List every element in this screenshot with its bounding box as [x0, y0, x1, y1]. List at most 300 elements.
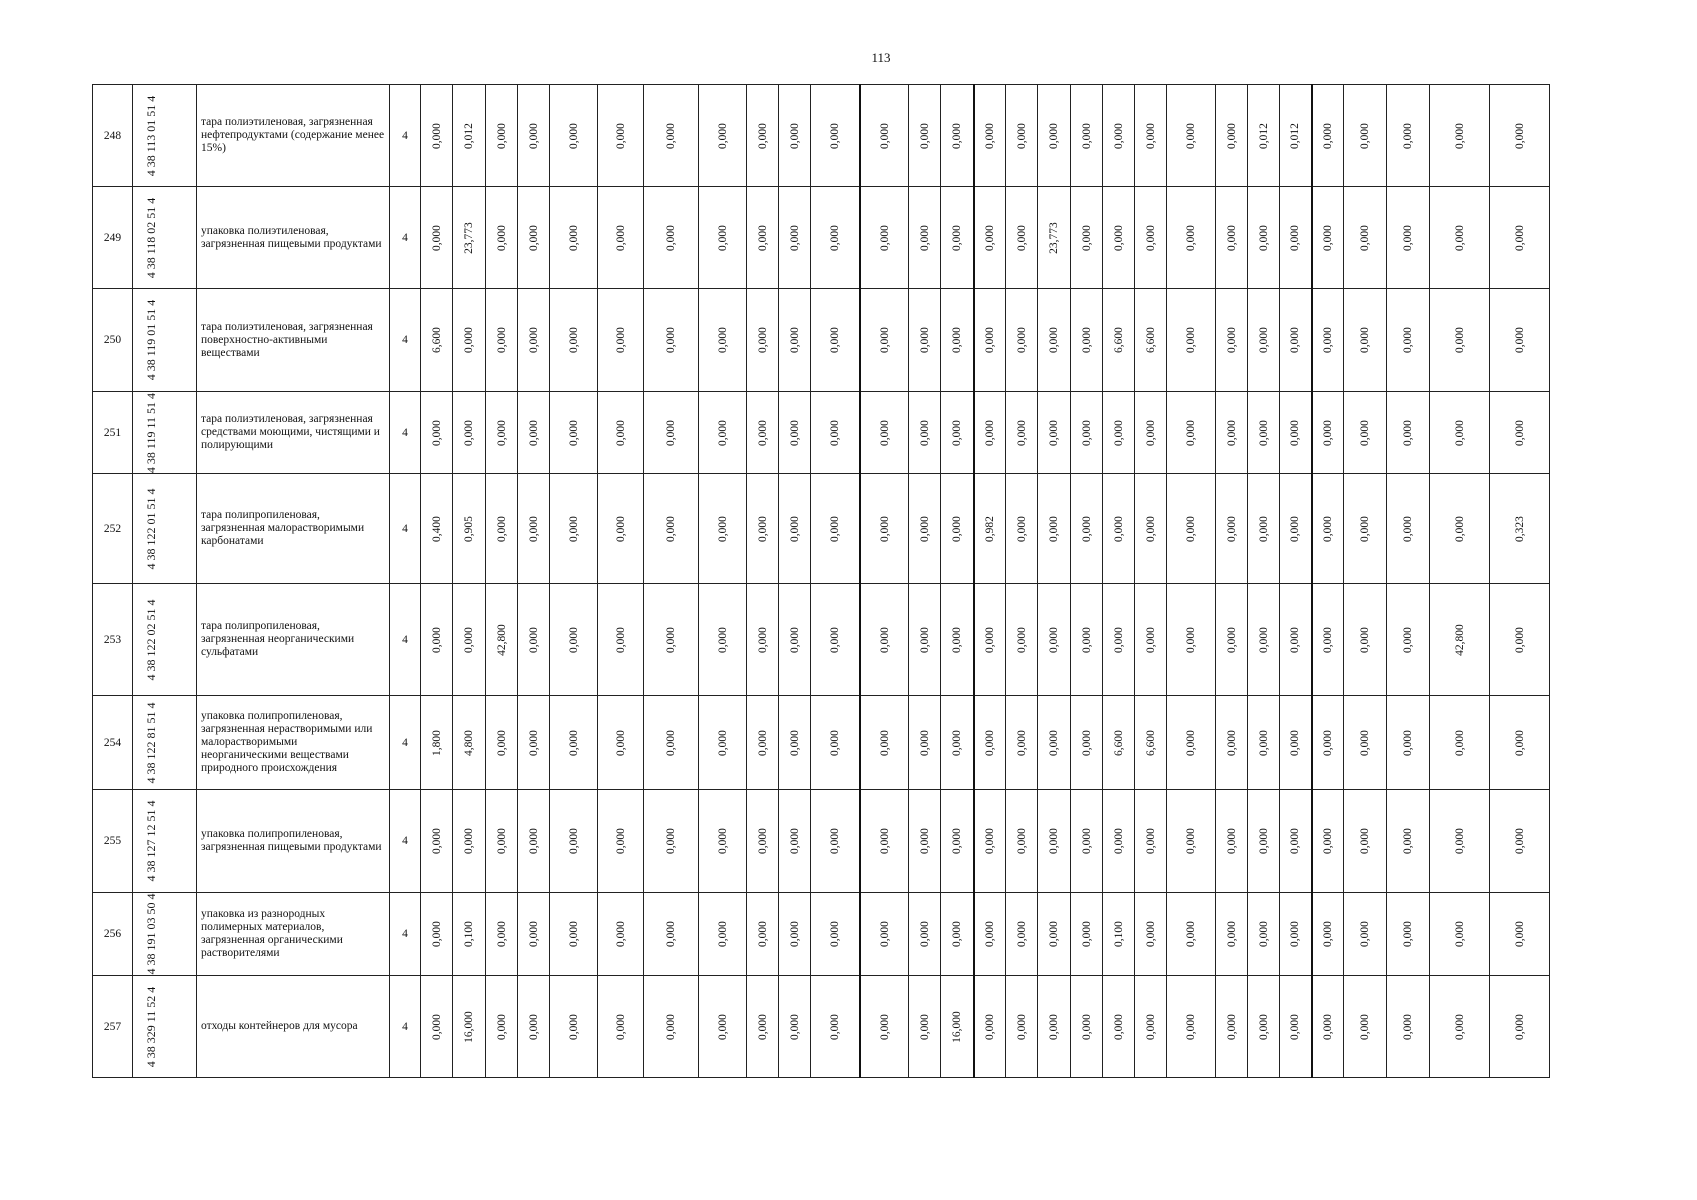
value-cell: [518, 976, 550, 1078]
value-text: 0,000: [430, 921, 443, 947]
value-cell: [699, 474, 747, 584]
value-text: 0,000: [665, 729, 678, 756]
value-text: 0,000: [829, 224, 841, 251]
value-cell: [1387, 85, 1430, 187]
table-row: [93, 696, 1582, 790]
value-cell: [860, 584, 909, 696]
value-cell: [550, 392, 598, 474]
value-text: 0,000: [829, 122, 841, 149]
value-text: 0,000: [527, 626, 540, 653]
value-cell: [1387, 893, 1430, 976]
value-cell: [1071, 790, 1103, 893]
value-cell: [860, 976, 909, 1078]
waste-name: тара полиэтиленовая, загрязненная нефтепродуктами (содержание менее 15%): [197, 85, 390, 187]
value-cell: [1430, 893, 1490, 976]
value-text: 0,000: [918, 1013, 931, 1040]
value-cell: [1216, 289, 1248, 392]
value-text: 0,000: [756, 224, 769, 251]
value-text: 0,000: [462, 828, 475, 854]
value-text: 0,000: [1144, 828, 1157, 854]
value-text: 0,000: [1015, 626, 1028, 653]
value-text: 0,000: [951, 224, 964, 251]
value-cell: [518, 85, 550, 187]
value-cell: [1167, 696, 1216, 790]
value-text: 0,000: [716, 122, 729, 149]
value-cell: [699, 392, 747, 474]
value-cell: [779, 893, 811, 976]
value-text: 0,000: [1513, 224, 1526, 251]
value-text: 0,000: [984, 921, 997, 947]
value-cell: [598, 976, 644, 1078]
waste-name: тара полипропиленовая, загрязненная неорганическими сульфатами: [197, 584, 390, 696]
value-text: 0,000: [829, 327, 841, 353]
value-text: 0,000: [1453, 828, 1466, 854]
value-cell: [1344, 85, 1387, 187]
value-text: 0,000: [1144, 626, 1157, 653]
value-text: 0,000: [951, 515, 964, 542]
value-cell: [1135, 289, 1167, 392]
value-cell: [1430, 976, 1490, 1078]
value-cell: [1248, 392, 1280, 474]
value-text: 0,000: [788, 729, 801, 756]
value-text: 0,000: [1453, 1013, 1466, 1040]
value-cell: [779, 392, 811, 474]
value-text: 0,000: [1402, 828, 1414, 854]
value-text: 0,000: [951, 921, 964, 947]
value-text: 23,773: [1048, 221, 1061, 254]
value-text: 0,000: [567, 224, 580, 251]
value-cell: [747, 976, 779, 1078]
value-cell: [598, 790, 644, 893]
value-cell: [699, 696, 747, 790]
value-cell: [644, 584, 699, 696]
value-cell: [1038, 187, 1071, 289]
value-text: 0,000: [430, 419, 443, 446]
value-cell: [860, 289, 909, 392]
value-cell: [1387, 187, 1430, 289]
value-text: 0,000: [1257, 729, 1270, 756]
value-text: 0,000: [918, 419, 931, 446]
value-cell: [1135, 187, 1167, 289]
value-cell: [699, 187, 747, 289]
value-text: 0,000: [1289, 327, 1302, 353]
value-cell: [747, 85, 779, 187]
value-text: 0,000: [1080, 327, 1093, 353]
value-cell: [860, 893, 909, 976]
value-text: 0,000: [614, 224, 627, 251]
value-text: 0,000: [788, 224, 801, 251]
value-text: 0,000: [878, 921, 891, 947]
value-cell: [1248, 289, 1280, 392]
value-cell: [1312, 790, 1344, 893]
value-text: 0,000: [1015, 921, 1028, 947]
value-text: 0,000: [984, 828, 997, 854]
value-cell: [811, 289, 860, 392]
waste-code: 4 38 122 81 51 4: [144, 702, 158, 783]
value-text: 0,000: [788, 419, 801, 446]
value-text: 0,000: [878, 419, 891, 446]
value-text: 0,000: [1453, 419, 1466, 446]
value-cell: [909, 474, 941, 584]
value-text: 0,000: [1048, 1013, 1061, 1040]
value-text: 0,000: [1453, 122, 1466, 149]
value-text: 0,012: [1257, 122, 1270, 149]
waste-code-cell: [133, 893, 197, 976]
value-text: 0,000: [1144, 921, 1157, 947]
value-cell: [1071, 976, 1103, 1078]
value-cell: [779, 584, 811, 696]
value-text: 0,000: [1185, 729, 1197, 756]
value-cell: [1135, 474, 1167, 584]
value-text: 0,000: [1289, 828, 1302, 854]
value-text: 6,600: [1112, 729, 1125, 756]
value-cell: [644, 187, 699, 289]
value-text: 0,000: [527, 729, 540, 756]
hazard-class: 4: [390, 187, 421, 289]
value-cell: [485, 289, 518, 392]
value-text: 0,000: [1257, 626, 1270, 653]
value-text: 0,000: [788, 122, 801, 149]
value-text: 0,000: [1257, 419, 1270, 446]
value-cell: [860, 392, 909, 474]
value-text: 0,000: [1402, 419, 1414, 446]
value-text: 0,000: [1257, 921, 1270, 947]
value-cell: [941, 790, 974, 893]
value-cell: [598, 474, 644, 584]
value-text: 0,000: [918, 729, 931, 756]
value-text: 0,000: [1289, 626, 1302, 653]
value-cell: [779, 790, 811, 893]
value-cell: [1103, 392, 1135, 474]
value-cell: [1071, 474, 1103, 584]
table-row: [93, 790, 1582, 893]
value-cell: [1344, 289, 1387, 392]
value-text: 0,000: [716, 327, 729, 353]
value-text: 0,000: [1185, 626, 1197, 653]
value-text: 0,000: [665, 419, 678, 446]
value-cell: [1387, 392, 1430, 474]
waste-code: 4 38 118 02 51 4: [144, 197, 158, 278]
value-cell: [644, 696, 699, 790]
table-row: [93, 85, 1582, 187]
value-cell: [909, 893, 941, 976]
value-text: 0,000: [665, 1013, 678, 1040]
value-cell: [1216, 584, 1248, 696]
value-text: 0,000: [1321, 224, 1334, 251]
waste-code-cell: [133, 392, 197, 474]
value-text: 0,000: [1185, 327, 1197, 353]
value-text: 42,800: [1453, 623, 1466, 656]
value-text: 0,000: [1015, 327, 1028, 353]
value-cell: [1103, 85, 1135, 187]
value-cell: [909, 187, 941, 289]
value-cell: [1038, 790, 1071, 893]
value-cell: [747, 392, 779, 474]
value-text: 0,000: [829, 729, 841, 756]
value-cell: [811, 85, 860, 187]
value-cell: [1135, 392, 1167, 474]
value-cell: [699, 976, 747, 1078]
value-text: 0,000: [665, 921, 678, 947]
value-text: 0,000: [495, 515, 508, 542]
value-text: 0,000: [1225, 419, 1238, 446]
value-cell: [598, 584, 644, 696]
value-cell: [1490, 474, 1550, 584]
value-cell: [1103, 976, 1135, 1078]
value-text: 0,000: [1048, 828, 1061, 854]
value-cell: [1167, 289, 1216, 392]
table-row: [93, 976, 1582, 1078]
value-text: 0,000: [1257, 1013, 1270, 1040]
row-number: 249: [93, 187, 133, 289]
value-text: 0,000: [1185, 224, 1197, 251]
value-cell: [598, 85, 644, 187]
value-cell: [1344, 893, 1387, 976]
value-cell: [518, 584, 550, 696]
value-text: 0,000: [567, 1013, 580, 1040]
value-cell: [779, 187, 811, 289]
value-text: 0,000: [918, 327, 931, 353]
value-cell: [1006, 392, 1038, 474]
value-cell: [909, 392, 941, 474]
value-cell: [598, 696, 644, 790]
value-cell: [1387, 790, 1430, 893]
value-cell: [1216, 790, 1248, 893]
value-cell: [909, 790, 941, 893]
value-cell: [699, 85, 747, 187]
value-text: 0,000: [430, 122, 443, 149]
value-text: 0,000: [614, 828, 627, 854]
value-cell: [974, 584, 1006, 696]
value-text: 0,000: [1048, 729, 1061, 756]
value-cell: [550, 976, 598, 1078]
value-text: 0,000: [567, 419, 580, 446]
value-text: 0,000: [984, 729, 997, 756]
value-cell: [1430, 289, 1490, 392]
value-text: 0,000: [918, 626, 931, 653]
row-number: 253: [93, 584, 133, 696]
value-cell: [860, 474, 909, 584]
value-cell: [974, 85, 1006, 187]
value-text: 0,000: [951, 327, 964, 353]
waste-code-cell: [133, 85, 197, 187]
value-text: 0,000: [1015, 419, 1028, 446]
value-cell: [1103, 584, 1135, 696]
value-cell: [1430, 474, 1490, 584]
value-text: 0,000: [1359, 626, 1371, 653]
value-text: 0,000: [1513, 122, 1526, 149]
value-text: 0,000: [1048, 122, 1061, 149]
value-cell: [941, 289, 974, 392]
value-cell: [485, 392, 518, 474]
value-text: 0,000: [567, 327, 580, 353]
value-text: 0,000: [1289, 515, 1302, 542]
hazard-class: 4: [390, 976, 421, 1078]
value-text: 0,000: [756, 828, 769, 854]
waste-code: 4 38 113 01 51 4: [144, 95, 158, 176]
value-cell: [1312, 976, 1344, 1078]
value-text: 0,000: [1359, 515, 1371, 542]
value-cell: [1248, 893, 1280, 976]
value-text: 0,000: [1402, 1013, 1414, 1040]
value-cell: [644, 474, 699, 584]
value-cell: [1490, 289, 1550, 392]
value-text: 0,000: [665, 626, 678, 653]
value-cell: [453, 790, 486, 893]
value-text: 0,000: [495, 921, 508, 947]
value-cell: [1248, 584, 1280, 696]
value-text: 0,000: [1225, 515, 1238, 542]
value-cell: [1344, 976, 1387, 1078]
value-cell: [941, 187, 974, 289]
value-text: 0,000: [1513, 729, 1526, 756]
value-text: 0,000: [918, 921, 931, 947]
waste-name: отходы контейнеров для мусора: [197, 976, 390, 1078]
value-cell: [1135, 85, 1167, 187]
value-cell: [941, 584, 974, 696]
value-cell: [941, 976, 974, 1078]
value-cell: [1387, 976, 1430, 1078]
value-cell: [1071, 289, 1103, 392]
value-text: 0,000: [1321, 729, 1334, 756]
value-text: 0,000: [1402, 327, 1414, 353]
value-text: 0,000: [951, 626, 964, 653]
waste-code: 4 38 119 11 51 4: [144, 392, 158, 473]
value-cell: [550, 790, 598, 893]
value-cell: [1167, 85, 1216, 187]
value-cell: [598, 893, 644, 976]
table-row: [93, 474, 1582, 584]
value-cell: [421, 85, 453, 187]
value-cell: [1103, 790, 1135, 893]
value-cell: [1006, 85, 1038, 187]
value-text: 0,000: [1321, 419, 1334, 446]
value-text: 0,000: [1080, 515, 1093, 542]
waste-code-cell: [133, 187, 197, 289]
row-number: 251: [93, 392, 133, 474]
value-text: 0,000: [918, 224, 931, 251]
waste-name: упаковка из разнородных полимерных материалов, загрязненная органическими растворителями: [197, 893, 390, 976]
value-cell: [1280, 790, 1312, 893]
waste-code: 4 38 329 11 52 4: [144, 986, 158, 1067]
value-cell: [909, 85, 941, 187]
value-cell: [860, 187, 909, 289]
value-cell: [1071, 893, 1103, 976]
value-text: 0,000: [756, 1013, 769, 1040]
value-text: 0,000: [527, 515, 540, 542]
value-text: 0,000: [1359, 921, 1371, 947]
value-text: 0,000: [984, 419, 997, 446]
value-text: 0,000: [1112, 515, 1125, 542]
value-cell: [811, 696, 860, 790]
value-cell: [1103, 289, 1135, 392]
value-cell: [550, 893, 598, 976]
value-text: 0,000: [567, 828, 580, 854]
value-text: 0,000: [1321, 921, 1334, 947]
hazard-class: 4: [390, 474, 421, 584]
value-text: 0,000: [495, 419, 508, 446]
value-text: 0,000: [1321, 828, 1334, 854]
value-text: 0,000: [716, 224, 729, 251]
value-cell: [1167, 392, 1216, 474]
value-text: 0,000: [829, 515, 841, 542]
value-text: 0,000: [495, 327, 508, 353]
value-cell: [1430, 790, 1490, 893]
value-text: 0,000: [1185, 122, 1197, 149]
value-text: 0,000: [1453, 327, 1466, 353]
value-cell: [779, 289, 811, 392]
value-cell: [1312, 893, 1344, 976]
value-cell: [1135, 790, 1167, 893]
value-text: 0,000: [1402, 122, 1414, 149]
value-text: 0,000: [756, 626, 769, 653]
value-text: 6,600: [1144, 327, 1157, 353]
value-text: 0,100: [1112, 921, 1125, 947]
value-cell: [1216, 187, 1248, 289]
value-text: 0,000: [1359, 1013, 1371, 1040]
value-cell: [941, 392, 974, 474]
waste-code: 4 38 127 12 51 4: [144, 800, 158, 882]
value-text: 0,000: [1015, 515, 1028, 542]
value-cell: [1038, 392, 1071, 474]
value-cell: [1280, 976, 1312, 1078]
value-text: 0,000: [1257, 224, 1270, 251]
value-text: 0,000: [918, 515, 931, 542]
value-text: 1,800: [430, 729, 443, 756]
value-text: 0,000: [567, 122, 580, 149]
value-text: 0,000: [951, 122, 964, 149]
value-cell: [974, 392, 1006, 474]
value-cell: [485, 976, 518, 1078]
value-text: 0,100: [462, 921, 475, 947]
value-cell: [1135, 976, 1167, 1078]
value-cell: [550, 696, 598, 790]
value-cell: [1280, 474, 1312, 584]
value-cell: [485, 85, 518, 187]
value-text: 0,000: [1513, 1013, 1526, 1040]
value-cell: [941, 85, 974, 187]
value-text: 0,000: [1144, 419, 1157, 446]
value-text: 0,000: [567, 626, 580, 653]
value-cell: [811, 790, 860, 893]
value-cell: [1167, 893, 1216, 976]
value-cell: [453, 893, 486, 976]
value-cell: [1344, 584, 1387, 696]
value-cell: [1430, 696, 1490, 790]
value-cell: [747, 790, 779, 893]
value-cell: [1344, 187, 1387, 289]
value-cell: [811, 893, 860, 976]
value-cell: [974, 474, 1006, 584]
waste-code-cell: [133, 289, 197, 392]
value-text: 0,012: [462, 122, 475, 149]
value-text: 0,000: [756, 327, 769, 353]
value-text: 0,000: [1289, 921, 1302, 947]
value-text: 0,000: [829, 419, 841, 446]
value-cell: [453, 289, 486, 392]
value-text: 0,000: [1321, 1013, 1334, 1040]
value-cell: [421, 790, 453, 893]
waste-code: 4 38 119 01 51 4: [144, 299, 158, 381]
waste-code-cell: [133, 474, 197, 584]
value-cell: [1006, 584, 1038, 696]
value-text: 0,000: [1015, 122, 1028, 149]
value-text: 0,000: [878, 828, 891, 854]
value-cell: [1430, 392, 1490, 474]
value-text: 0,000: [918, 122, 931, 149]
value-text: 0,000: [951, 419, 964, 446]
value-cell: [421, 584, 453, 696]
